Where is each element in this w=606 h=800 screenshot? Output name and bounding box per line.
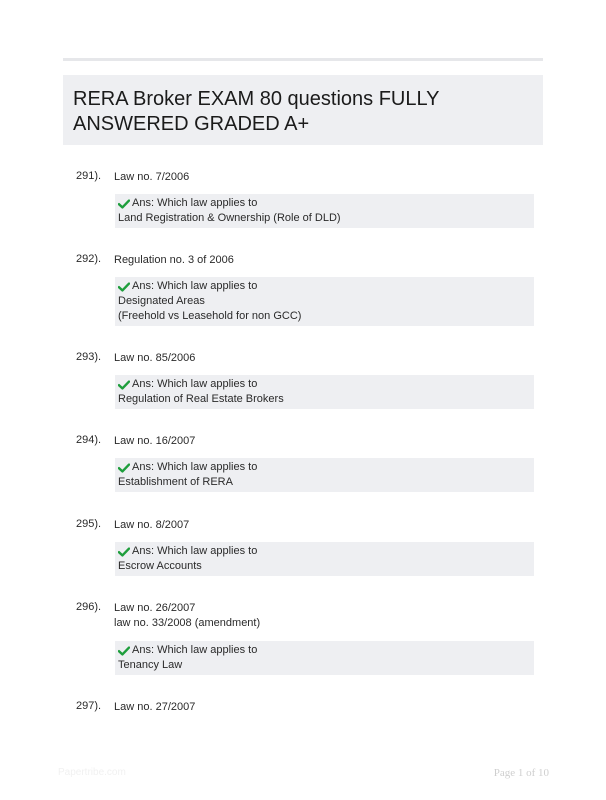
question-line: Law no. 85/2006 xyxy=(114,352,196,364)
question-number: 296). xyxy=(76,601,102,613)
check-icon xyxy=(118,199,130,209)
question-number: 297). xyxy=(76,700,102,712)
answer-box xyxy=(115,458,534,492)
answer-prefix: Ans: Which law applies to xyxy=(132,378,258,390)
question-line: Law no. 8/2007 xyxy=(114,519,190,531)
question-line: law no. 33/2008 (amendment) xyxy=(114,617,261,629)
question-line: Law no. 26/2007 xyxy=(114,602,196,614)
check-icon xyxy=(118,380,130,390)
question-text xyxy=(114,351,195,366)
answer-prefix: Ans: Which law applies to xyxy=(132,644,258,656)
top-divider xyxy=(63,58,543,61)
answer-box xyxy=(115,375,534,409)
answer-line: Tenancy Law xyxy=(118,659,183,671)
answer-box xyxy=(115,277,534,326)
question-text xyxy=(114,170,189,185)
answer-line: Designated Areas xyxy=(118,295,205,307)
answer-line: Escrow Accounts xyxy=(118,560,202,572)
question-text xyxy=(114,253,234,268)
question-text xyxy=(114,518,189,533)
question-line: Law no. 16/2007 xyxy=(114,435,196,447)
answer-line: (Freehold vs Leasehold for non GCC) xyxy=(118,310,302,322)
title-line-2: ANSWERED GRADED A+ xyxy=(73,113,310,135)
question-number: 292). xyxy=(76,253,102,265)
question-text xyxy=(114,434,195,449)
question-line: Law no. 27/2007 xyxy=(114,701,196,713)
answer-prefix: Ans: Which law applies to xyxy=(132,280,258,292)
check-icon xyxy=(118,463,130,473)
answer-line: Land Registration & Ownership (Role of DLD) xyxy=(118,212,341,224)
answer-prefix: Ans: Which law applies to xyxy=(132,545,258,557)
title-banner xyxy=(63,75,543,145)
check-icon xyxy=(118,646,130,656)
page-indicator: Page 1 of 10 xyxy=(493,767,549,779)
question-text xyxy=(114,700,195,715)
title-line-1: RERA Broker EXAM 80 questions FULLY xyxy=(73,88,440,110)
question-number: 291). xyxy=(76,170,102,182)
question-text xyxy=(114,601,260,631)
question-line: Law no. 7/2006 xyxy=(114,171,190,183)
question-number: 294). xyxy=(76,434,102,446)
check-icon xyxy=(118,547,130,557)
question-line: Regulation no. 3 of 2006 xyxy=(114,254,234,266)
answer-prefix: Ans: Which law applies to xyxy=(132,461,258,473)
answer-line: Regulation of Real Estate Brokers xyxy=(118,393,284,405)
answer-box xyxy=(115,194,534,228)
question-number: 293). xyxy=(76,351,102,363)
answer-box xyxy=(115,542,534,576)
check-icon xyxy=(118,282,130,292)
answer-line: Establishment of RERA xyxy=(118,476,233,488)
answer-prefix: Ans: Which law applies to xyxy=(132,197,258,209)
question-number: 295). xyxy=(76,518,102,530)
footer-watermark: Papertribe.com xyxy=(58,767,126,778)
answer-box xyxy=(115,641,534,675)
document-title xyxy=(73,87,533,137)
